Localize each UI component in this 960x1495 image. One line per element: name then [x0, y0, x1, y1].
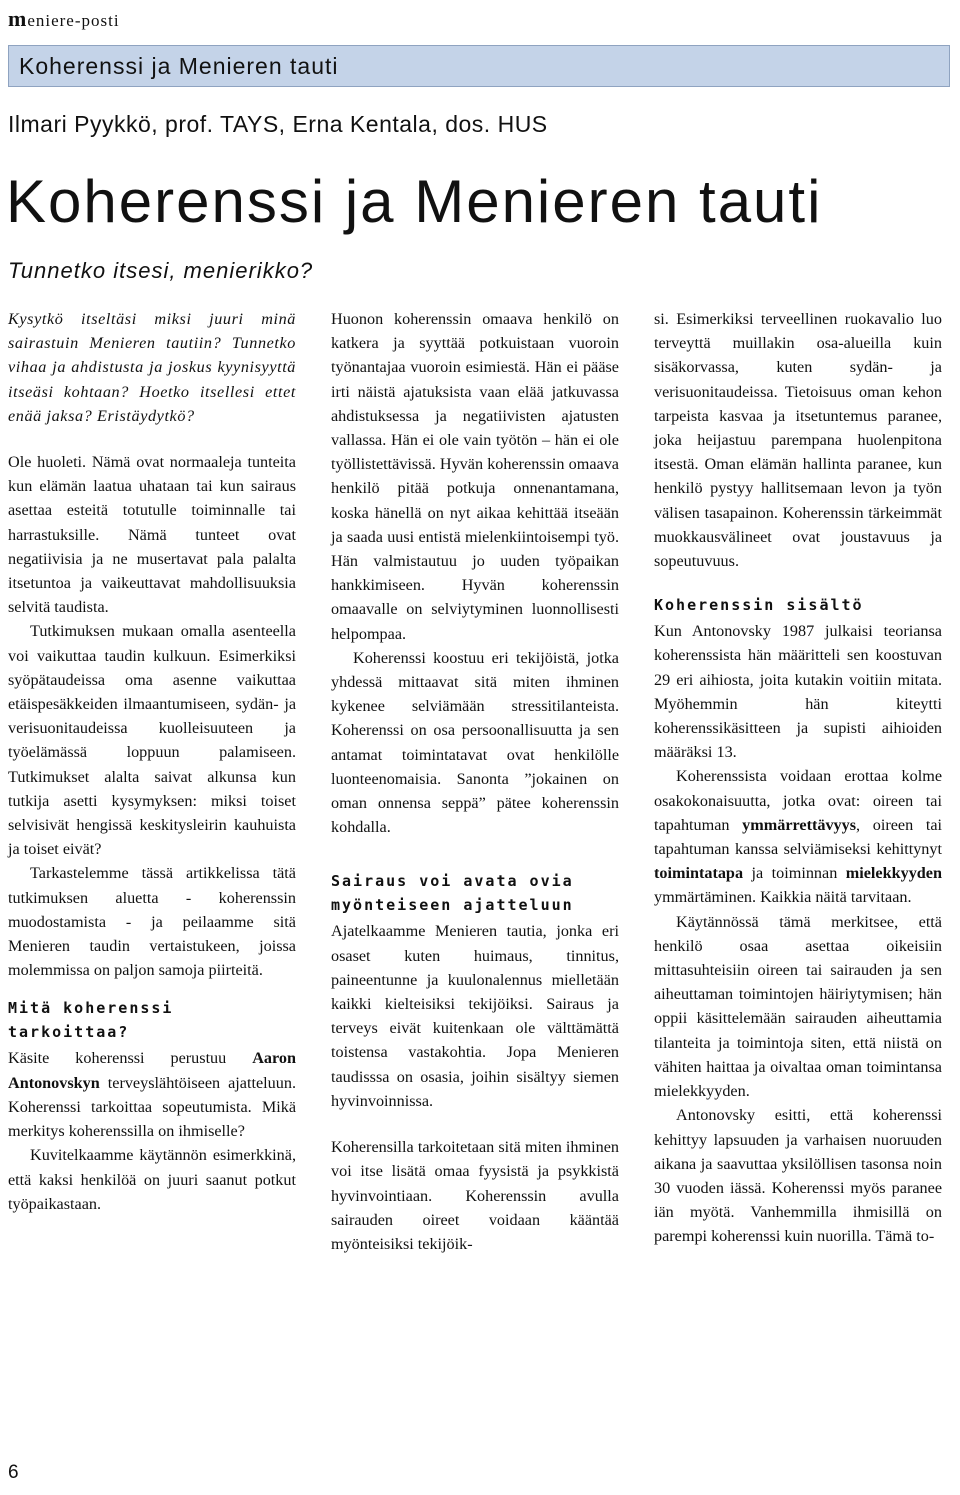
banner-title: Koherenssi ja Menieren tauti	[19, 53, 339, 79]
paragraph: Käytännössä tämä merkitsee, että henkilö osaa asettaa oikeisiin mittasuhteisiin oireen tai sairauden ja sen aiheuttaman toimintojen häiriytymisen; hän oppii käsittelemään sairauden aiheuttamia tilanteita ja toimintoja siten, että niistä on vähiten haittaa ja oivaltaa oman toimintansa mielekkyyden.	[654, 912, 942, 1101]
paragraph: Ole huoleti. Nämä ovat normaaleja tunteita kun elämän laatua uhataan tai kun sairaus asettaa esteitä totutulle toiminnalle tai harrastuksille. Nämä tunteet ovat negatiivisia ja ne musertavat pala palalta itsetuntoa ja vaikeuttavat mahdollisuuksia selvitä taudista.	[8, 453, 296, 617]
paragraph: Huonon koherenssin omaava henkilö on katkera ja syyttää potkuistaan vuoroin työnantajaa vuoroin esimiestä. Hän ei pääse irti näistä ajatuksista vaan elää jatkuvassa ahdistuksessa ja negatiivisten ajatusten vallassa. Hän ei ole vain työtön – hän ei ole työllistettävissä. Hyvän koherenssin omaava henkilö pitää potkuja onnenantamana, koska hänellä on nyt aikaa kehittää itseään ja saada uusi entistä mielenkiintoisempi työ. Hän valmistautuu jo uuden työpaikan hankkimiseen. Hyvän koherenssin omaavalle on selviytyminen luonnollisesti helpompaa.	[331, 310, 619, 643]
brand-logo-mark: m	[8, 6, 28, 31]
paragraph: Ajatelkaamme Menieren tautia, jonka eri osaset kuten huimaus, tinnitus, paineentunne ja kuulonalennus mielletään kaikki kielteisiksi tekijöiksi. Sairaus ja terveys eivät kuitenkaan ole välttämättä toistensa vastakohtia. Jopa Menieren taudisssa on osasia, joihin sisältyy siemen hyvinvoinnissa.	[331, 922, 619, 1110]
column-1	[8, 307, 296, 1216]
paragraph: Koherenssista voidaan erottaa kolme osakokonaisuutta, jotka ovat: oireen tai tapahtuman ymmärrettävyys, oireen tai tapahtuman kanssa selviämiseksi kehittynyt toimintatapa ja toiminnan mielekkyyden ymmärtäminen. Kaikkia näitä tarvitaan.	[654, 767, 943, 907]
section-heading: Sairaus voi avata ovia myönteiseen ajatteluun	[331, 872, 574, 915]
brand-text: eniere-posti	[27, 11, 120, 30]
article-subtitle: Tunnetko itsesi, menierikko?	[8, 258, 314, 283]
paragraph: Tarkastelemme tässä artikkelissa tätä tutkimuksen aluetta - koherenssin muodostamista - ja peilaamme sitä Menieren taudin vertaistukeen, joissa molemmissa on paljon samoja piirteitä.	[8, 864, 296, 980]
paragraph: Kun Antonovsky 1987 julkaisi teoriansa koherenssista hän määritteli sen koostuvan 29 eri aihiosta, joita kutakin voitiin mitata. Myöhemmin hän kiteytti koherenssikäsitteen ja supisti aihioiden määräksi 13.	[654, 622, 942, 762]
newsletter-brand	[8, 6, 120, 32]
article-authors: Ilmari Pyykkö, prof. TAYS, Erna Kentala, dos. HUS	[8, 111, 548, 137]
section-banner	[8, 45, 950, 87]
section-heading: Koherenssin sisältö	[654, 596, 864, 615]
article-title: Koherenssi ja Menieren tauti	[6, 168, 823, 235]
paragraph: Käsite koherenssi perustuu Aaron Antonovskyn terveyslähtöiseen ajatteluun. Koherenssi tarkoittaa sopeutumista. Mikä merkitys koherenssilla on ihmiselle?	[8, 1049, 296, 1141]
column-2	[331, 307, 619, 1256]
lead-paragraph: Kysytkö itseltäsi miksi juuri minä sairastuin Menieren tautiin? Tunnetko vihaa ja ahdistusta ja joskus kyynisyyttä itseäsi kohtaan? Hoetko itsellesi ettet enää jaksa? Eristäydytkö?	[8, 310, 296, 425]
paragraph: Tutkimuksen mukaan omalla asenteella voi vaikuttaa taudin kulkuun. Esimerkiksi syöpätaudeissa oma asenne vaikuttaa etäispesäkkeiden ilmaantumiseen, sydän- ja verisuonitaudeissa kuolleisuuteen ja työelämässä loppuun palamiseen. Tutkimukset alalta saivat alkunsa kun tutkija asetti kysymyksen: miksi toiset selvisivät hengissä keskitysleirin kauhuista ja toiset eivät?	[8, 622, 296, 859]
page-number: 6	[8, 1462, 19, 1483]
paragraph: si. Esimerkiksi terveellinen ruokavalio luo terveyttä muillakin osa-alueilla kuin sisäkorvassa, kuten sydän- ja verisuonitaudeissa. Tietoisuus oman kehon tarpeista kasvaa ja itsetuntemus paranee, joka heijastuu parempana huolenpitona itsestä. Oman elämän hallinta paranee, kun henkilö pystyy hallitsemaan levon ja työn välisen tasapainon. Koherenssin tärkeimmät muokkausvälineet ovat joustavuus ja sopeutuvuus.	[654, 310, 942, 571]
bold-name: Aaron Antonovskyn	[8, 1049, 296, 1092]
paragraph: Antonovsky esitti, että koherenssi kehittyy lapsuuden ja varhaisen nuoruuden aikana ja saavuttaa yksilöllisen tasonsa noin 30 vuoden iässä. Koherenssi myös paranee iän myötä. Vanhemmilla ihmisillä on parempi koherenssi kuin nuorilla. Tämä to-	[654, 1106, 942, 1246]
paragraph: Kuvitelkaamme käytännön esimerkkinä, että kaksi henkilöä on juuri saanut potkut työpaikastaan.	[8, 1146, 296, 1213]
paragraph: Koherensilla tarkoitetaan sitä miten ihminen voi itse lisätä omaa fyysistä ja psykkistä hyvinvointiaan. Koherenssin avulla sairauden oireet voidaan kääntää myönteisiksi tekijöik-	[331, 1138, 619, 1253]
section-heading: Mitä koherenssi tarkoittaa?	[8, 999, 174, 1042]
paragraph: Koherenssi koostuu eri tekijöistä, jotka yhdessä mittaavat sitä miten ihminen kykenee selviämään stressitilanteista. Koherenssi on osa persoonallisuutta ja sen antamat toimintatavat ovat henkilölle luonteenomaisia. Sanonta ”jokainen on oman onnensa seppä” pätee koherenssin kohdalla.	[331, 648, 619, 837]
column-3	[654, 307, 942, 1249]
